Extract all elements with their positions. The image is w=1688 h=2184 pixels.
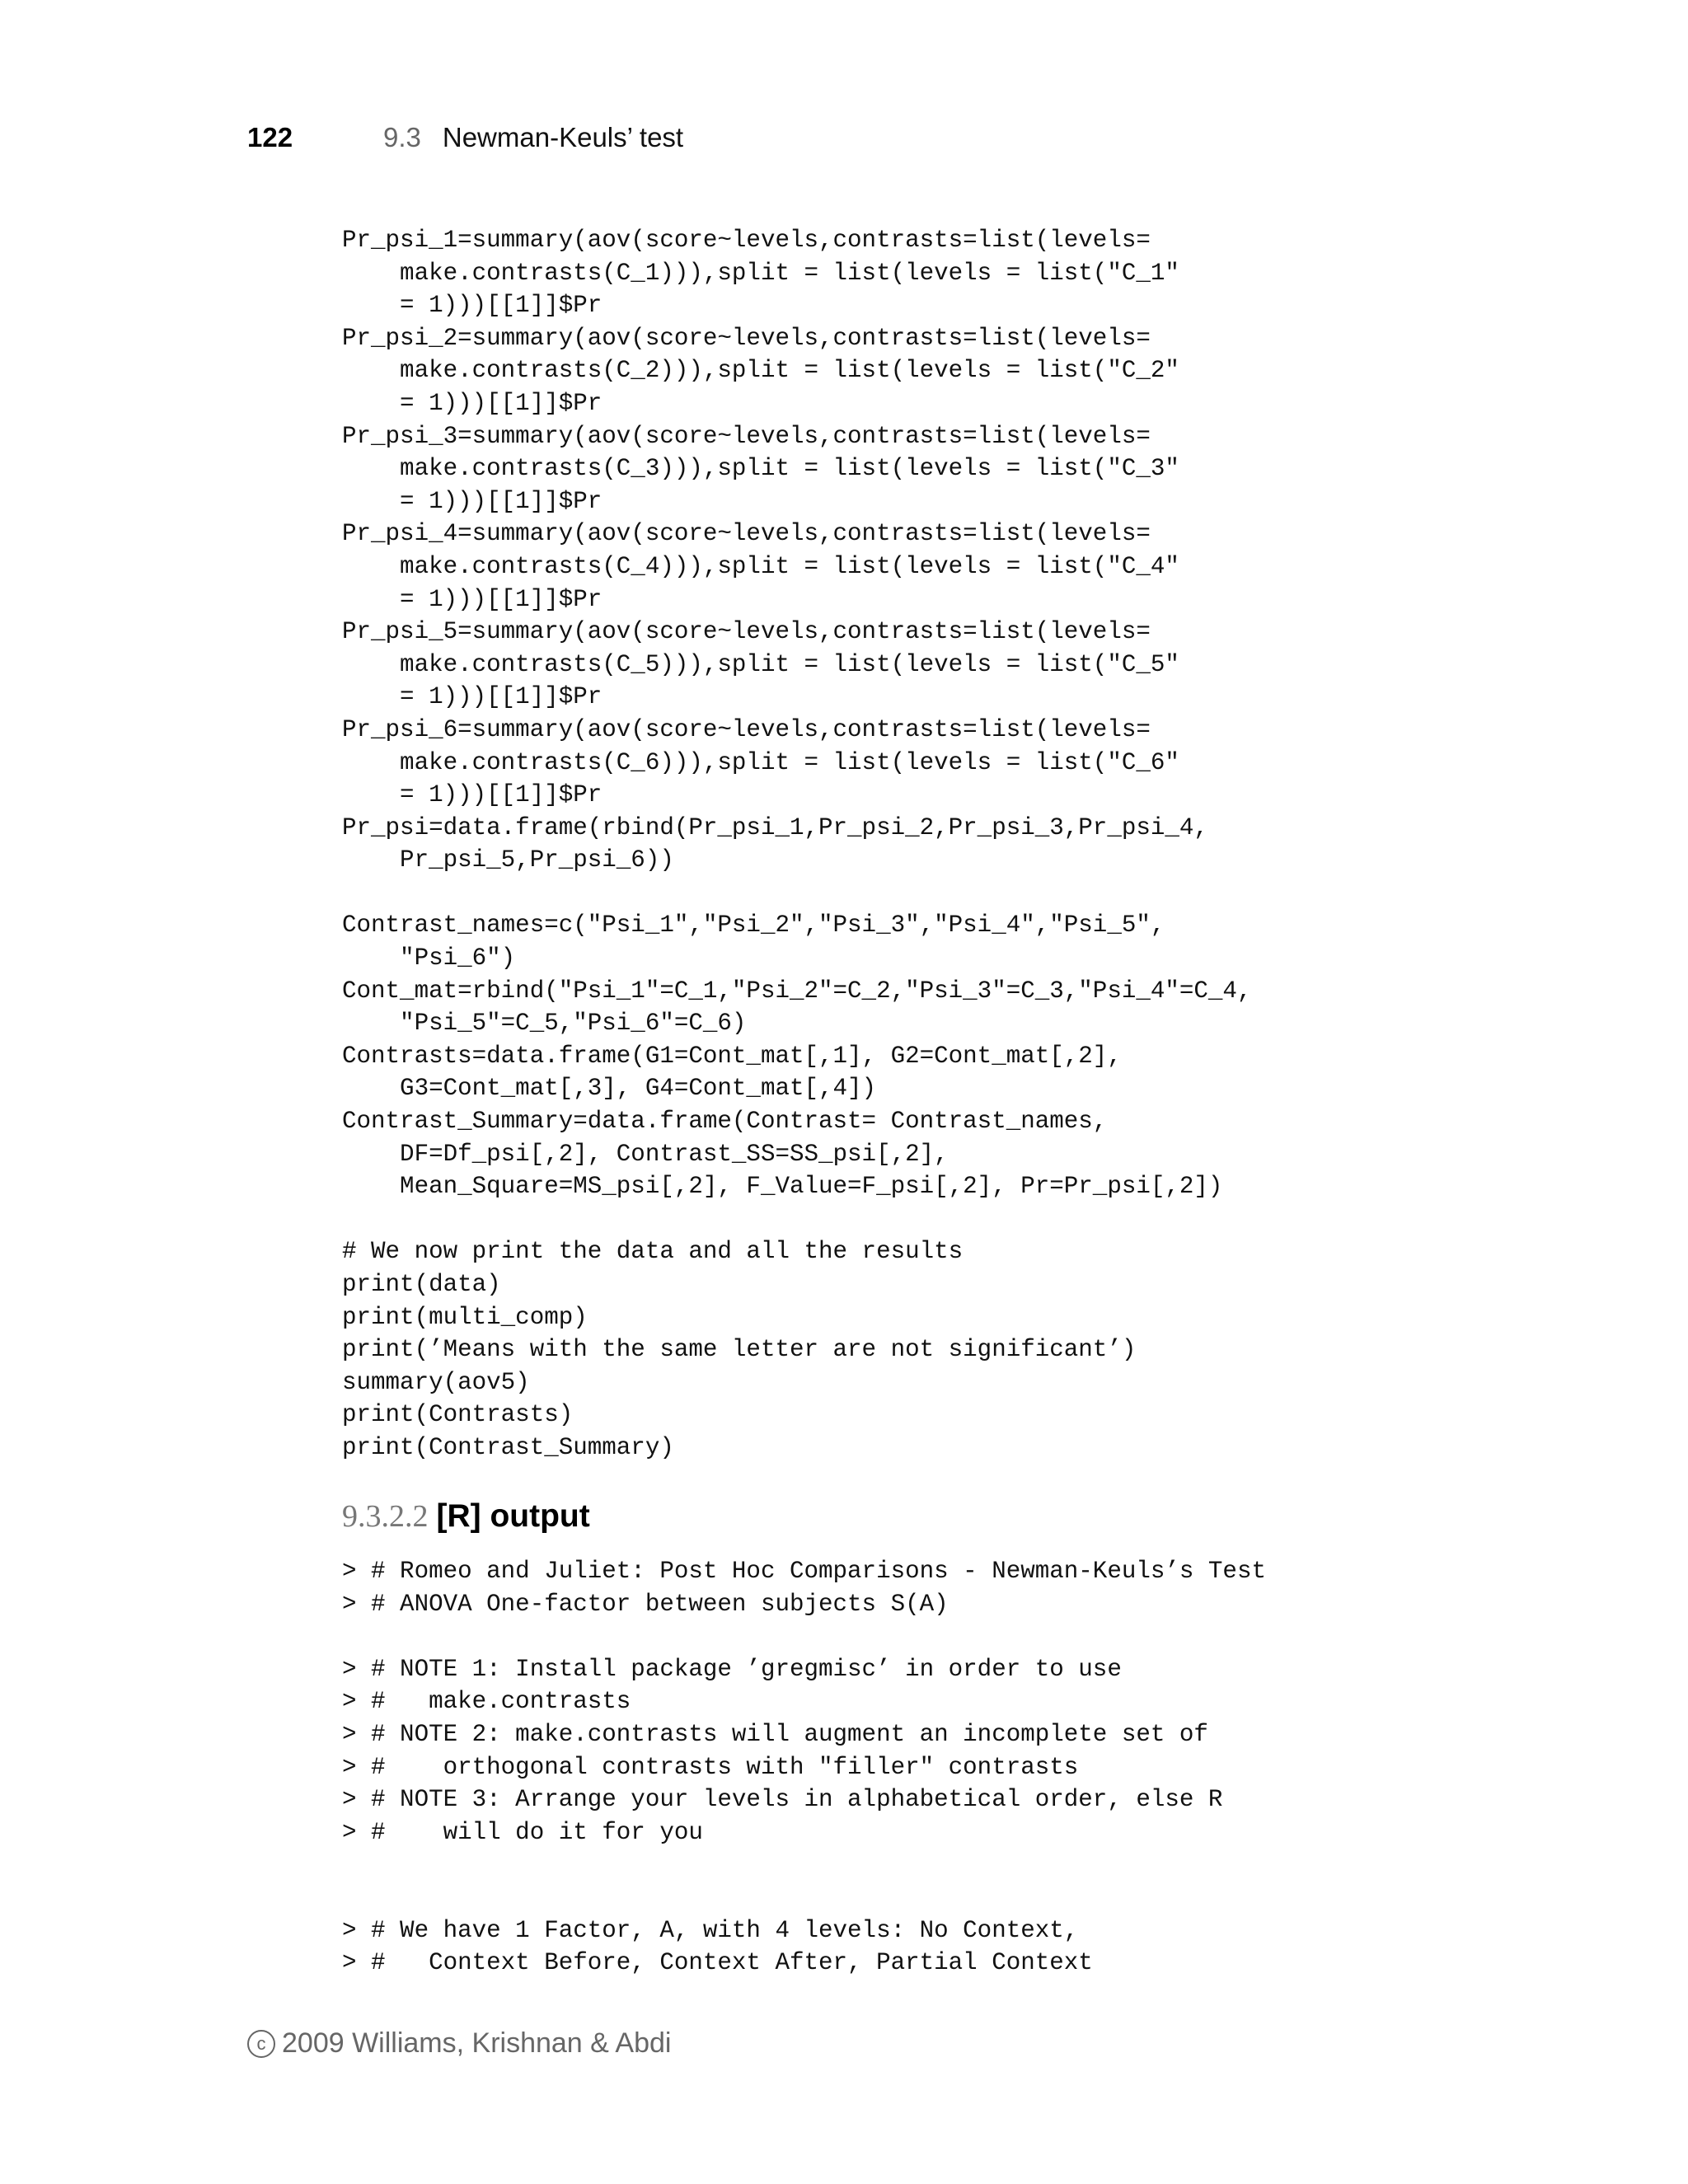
section-title: Newman-Keuls’ test: [442, 122, 684, 152]
page-number: 122: [247, 122, 293, 152]
page-header: [247, 122, 683, 171]
r-code-listing: Pr_psi_1=summary(aov(score~levels,contrasts=list(levels= make.contrasts(C_1))),split = list(levels = list("C_1" = 1)))[[1]]$Pr Pr_psi_2=summary(aov(score~levels,contrasts=list(levels= make.contrasts(C_2))),split = list(levels = list("C_2" = 1)))[[1]]$Pr Pr_psi_3=summary(aov(score~levels,contrasts=list(levels= make.contrasts(C_3))),split = list(levels = list("C_3" = 1)))[[1]]$Pr Pr_psi_4=summary(aov(score~levels,contrasts=list(levels= make.contrasts(C_4))),split = list(levels = list("C_4" = 1)))[[1]]$Pr Pr_psi_5=summary(aov(score~levels,contrasts=list(levels= make.contrasts(C_5))),split = list(levels = list("C_5" = 1)))[[1]]$Pr Pr_psi_6=summary(aov(score~levels,contrasts=list(levels= make.contrasts(C_6))),split = list(levels = list("C_6" = 1)))[[1]]$Pr Pr_psi=data.frame(rbind(Pr_psi_1,Pr_psi_2,Pr_psi_3,Pr_psi_4, Pr_psi_5,Pr_psi_6)) Contrast_names=c("Psi_1","Psi_2","Psi_3","Psi_4","Psi_5", "Psi_6") Cont_mat=rbind("Psi_1"=C_1,"Psi_2"=C_2,"Psi_3"=C_3,"Psi_4"=C_4, "Psi_5"=C_5,"Psi_6"=C_6) Contrasts=data.frame(G1=Cont_mat[,1], G2=Cont_mat[,2], G3=Cont_mat[,3], G4=Cont_mat[,4]) Contrast_Summary=data.frame(Contrast= Contrast_names, DF=Df_psi[,2], Contrast_SS=SS_psi[,2], Mean_Square=MS_psi[,2], F_Value=F_psi[,2], Pr=Pr_psi[,2]) # We now print the data and all the results print(data) print(multi_comp) print(’Means with the same letter are not significant’) summary(aov5) print(Contrasts) print(Contrast_Summary): [342, 227, 1252, 1461]
r-output-listing: > # Romeo and Juliet: Post Hoc Comparisons - Newman-Keuls’s Test > # ANOVA One-factor between subjects S(A) > # NOTE 1: Install package ’gregmisc’ in order to use > # make.contrasts > # NOTE 2: make.contrasts will augment an incomplete set of > # orthogonal contrasts with "filler" contrasts > # NOTE 3: Arrange your levels in alphabetical order, else R > # will do it for you > # We have 1 Factor, A, with 4 levels: No Context, > # Context Before, Context After, Partial Context: [342, 1558, 1266, 1977]
page-footer: [247, 2027, 671, 2060]
subsection-heading: [342, 1498, 590, 1535]
subsection-number: 9.3.2.2: [342, 1499, 429, 1534]
copyright-icon: c: [247, 2030, 275, 2058]
footer-text: 2009 Williams, Krishnan & Abdi: [282, 2027, 672, 2059]
subsection-title: [R] output: [436, 1498, 590, 1534]
section-number: 9.3: [383, 122, 421, 152]
